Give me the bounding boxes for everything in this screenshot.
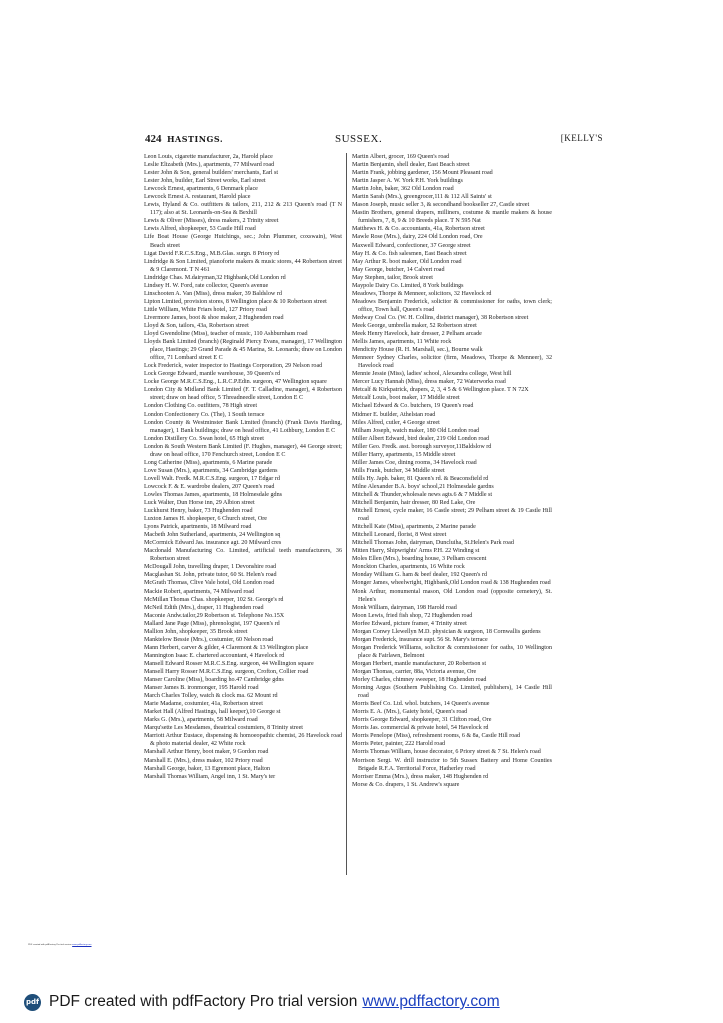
directory-entry: May H. & Co. fish salesmen, East Beach street <box>352 250 467 257</box>
directory-entry: Maxwell Edward, confectioner, 37 George street <box>352 242 471 249</box>
directory-entry: Lowles Thomas James, apartments, 18 Holmesdale gdns <box>144 491 282 498</box>
directory-entry: Mansell Edward Rosser M.R.C.S.Eng. surgeon, 44 Wellington square <box>144 660 314 667</box>
directory-entry: Mendicity House (R. H. Marshall, sec.), Bourne walk <box>352 347 483 354</box>
running-head-publisher: [KELLY'S <box>560 133 603 143</box>
directory-entry: Morris Jas. commercial & private hotel, 54 Havelock rd <box>352 725 489 732</box>
directory-entry: Lester John, builder, Earl Street works, Earl street <box>144 178 266 185</box>
directory-entry: Lewis Alfred, shopkeeper, 53 Castle Hill road <box>144 226 256 233</box>
directory-entry: Morgan Herbert, mantle manufacturer, 20 Robertson st <box>352 660 487 667</box>
directory-entry: Lewcock Ernest A. restaurant, Harold place <box>144 194 251 201</box>
directory-entry: McCormick Edward Jas. insurance agt. 20 Milward cres <box>144 540 282 547</box>
directory-entry: Matthews H. & Co. accountants, 41a, Robertson street <box>352 226 485 233</box>
directory-entry: Lock George Edward, mantle warehouse, 39 Queen's rd <box>144 371 281 378</box>
banner-text: PDF created with pdfFactory Pro trial version <box>49 993 358 1010</box>
directory-entry: Miller Albert Edward, bird dealer, 219 Old London road <box>352 435 490 442</box>
directory-entry: Morgan Frederick, insurance supt. 56 St. Mary's terrace <box>352 636 488 643</box>
directory-entry: Martin Albert, grocer, 169 Queen's road <box>352 154 450 160</box>
directory-entry: Lyons Patrick, apartments, 18 Milward road <box>144 524 252 531</box>
directory-entry: Martin Sarah (Mrs.), greengrocer,111 & 112 All Saints' st <box>352 194 492 201</box>
directory-entry: Mason Joseph, music seller 3, & secondhand bookseller 27, Castle street <box>352 202 530 209</box>
directory-entry: Monk William, dairyman, 198 Harold road <box>352 604 457 611</box>
page-number: 424 <box>145 133 162 145</box>
directory-entry: Livermore James, boot & shoe maker, 2 Hughenden road <box>144 314 284 321</box>
directory-entry: Maypole Dairy Co. Limited, 8 York buildings <box>352 282 464 289</box>
directory-entry: Morris E. A. (Mrs.), Gaiety hotel, Queen's road <box>352 709 468 716</box>
directory-entry: Morrison Sergt. W. drill instructor to 5th Sussex Battery and Home Counties Brigade R.F.A. Territorial Force, Hatherley road <box>352 757 552 772</box>
directory-entry: May Stephen, tailor, Brook street <box>352 274 433 281</box>
directory-entry: Luxton James H. shopkeeper, 6 Church street, Ore <box>144 516 267 523</box>
directory-entry: May Arthur R. boot maker, Old London road <box>352 258 462 265</box>
directory-entry: Mastin Brothers, general drapers, milliners, costume & mantle makers & house furnishers, 7, 8, 9 & 10 Breeds place. T N 595 Nat <box>352 210 552 225</box>
directory-entry: London City & Midland Bank Limited (F. T. Calladine, manager), 4 Robertson street; draw on head office, 5 Threadneedle street, London E C <box>144 387 342 402</box>
directory-entry: Mercer Lucy Hannah (Miss), dress maker, 72 Waterworks road <box>352 379 506 386</box>
directory-entry: Miller James Coe, dining rooms, 34 Havelock road <box>352 459 477 466</box>
directory-entry: Mitchell Leonard, florist, 8 West street <box>352 532 447 539</box>
directory-entry: Marriott Arthur Eustace, dispensing & homoeopathic chemist, 26 Havelock road & photo material dealer, 42 White rock <box>144 733 342 748</box>
directory-entry: Little William, White Friars hotel, 127 Priory road <box>144 306 267 313</box>
directory-entry: Lovell Walt. Fredk. M.R.C.S.Eng. surgeon, 17 Edgar rd <box>144 475 280 482</box>
directory-entry: Mellis James, apartments, 11 White rock <box>352 339 452 346</box>
directory-entry: Morris Beef Co. Ltd. whol. butchers, 14 Queen's avenue <box>352 701 490 708</box>
directory-entry: Mitchell Kate (Miss), apartments, 2 Marine parade <box>352 524 476 531</box>
directory-entry: Morris Peter, painter, 222 Harold road <box>352 741 446 748</box>
directory-entry: Mawle Rose (Mrs.), dairy, 224 Old London road, Ore <box>352 234 483 241</box>
directory-entry: Mackie Robert, apartments, 74 Milward road <box>144 588 255 595</box>
directory-entry: Martin John, baker, 362 Old London road <box>352 186 454 193</box>
directory-entry: Marshall George, baker, 13 Egremont place, Halton <box>144 765 271 772</box>
directory-entry: Metcalf & Kirkpatrick, drapers, 2, 3, 4 5 & 6 Wellington place. T N 72X <box>352 387 529 394</box>
directory-entry: March Charles Tolley, watch & clock ma. 62 Mount rd <box>144 693 278 700</box>
directory-entry: Manser Caroline (Miss), boarding ho.47 Cambridge gdns <box>144 677 284 684</box>
directory-entry: Macglashan St. John, private tutor, 60 St. Helen's road <box>144 572 277 579</box>
directory-column-left <box>144 153 342 781</box>
directory-entry: London Clothing Co. outfitters, 78 High street <box>144 403 258 410</box>
directory-entry: London Confectionery Co. (The), 1 South terrace <box>144 411 265 418</box>
directory-entry: Morriser Emma (Mrs.), dress maker, 148 Hughenden rd <box>352 773 489 780</box>
directory-entry: May George, butcher, 14 Calvert road <box>352 266 445 273</box>
banner-link[interactable]: www.pdffactory.com <box>362 993 500 1010</box>
directory-entry: Locke George M.R.C.S.Eng., L.R.C.P.Edin. surgeon, 47 Wellington square <box>144 379 327 386</box>
directory-entry: Lewis & Oliver (Misses), dress makers, 2 Trinity street <box>144 218 279 225</box>
directory-entry: Morley Charles, chimney sweeper, 18 Hughenden road <box>352 677 487 684</box>
directory-entry: Mallard Jane Page (Miss), phrenologist, 197 Queen's rd <box>144 620 280 627</box>
directory-entry: Lloyd & Son, tailors, 43a, Robertson street <box>144 322 249 329</box>
directory-entry: Meadows Benjamin Frederick, solicitor & commissioner for oaths, town clerk; office, Town hall, Queen's road <box>352 298 552 313</box>
directory-entry: Macbeth John Sutherland, apartments, 24 Wellington sq <box>144 532 281 539</box>
directory-entry: Monk Arthur, monumental mason, Old London road (opposite cemetery), St. Helen's <box>352 588 552 603</box>
directory-entry: Miller Harry, apartments, 15 Middle street <box>352 451 456 458</box>
directory-entry: Milham Joseph, watch maker, 180 Old London road <box>352 427 480 434</box>
directory-entry: Lewis, Hyland & Co. outfitters & tailors, 211, 212 & 213 Queen's road (T N 117); also at St. Leonards-on-Sea & Bexhill <box>144 202 342 217</box>
directory-entry: Mannington Isaac E. chartered accountant, 4 Havelock rd <box>144 652 285 659</box>
directory-entry: London County & Westminster Bank Limited (branch) (Frank Davis Harding, manager), 1 Bank buildings; draw on head office, 41 Lothbury, London E C <box>144 419 342 434</box>
directory-entry: Linschooten A. Van (Miss), dress maker, 39 Baldslow rd <box>144 290 282 297</box>
directory-entry: Morgan Conwy Llewellyn M.D. physician & surgeon, 18 Cornwallis gardens <box>352 628 541 635</box>
directory-entry: Lindsey H. W. Ford, rate collector, Queen's avenue <box>144 282 269 289</box>
directory-entry: Mitchell & Thunder,wholesale news agts.6 & 7 Middle st <box>352 491 493 498</box>
directory-entry: Life Boat House (George Hutchings, sec.; John Plummer, coxswain), West Beach street <box>144 234 342 249</box>
running-head-county: SUSSEX. <box>335 133 383 145</box>
directory-entry: Miller Geo. Fredk. asst. borough surveyor,11Baldslow rd <box>352 443 492 450</box>
directory-entry: Miles Alfred, cutler, 4 George street <box>352 419 440 426</box>
directory-entry: Marshall Arthur Henry, boot maker, 9 Gordon road <box>144 749 269 756</box>
tiny-pdf-footer <box>28 944 92 946</box>
tiny-footer-text: PDF created with pdfFactory Pro trial version <box>28 944 72 946</box>
column-divider <box>346 153 347 875</box>
directory-entry: Lindridge Chas. M.dairyman,32 Highbank,Old London rd <box>144 274 286 281</box>
tiny-footer-link[interactable]: www.pdffactory.com <box>72 944 92 946</box>
directory-entry: Lester John & Son, general builders' merchants, Earl st <box>144 170 279 177</box>
directory-entry: Leslie Elizabeth (Mrs.), apartments, 77 Milward road <box>144 162 275 169</box>
directory-entry: Martin Frank, jobbing gardener, 156 Mount Pleasant road <box>352 170 493 177</box>
directory-entry: Meek George, umbrella maker, 52 Robertson street <box>352 322 477 329</box>
page-header <box>145 133 603 147</box>
directory-entry: Lloyds Bank Limited (branch) (Reginald Piercy Evans, manager), 17 Wellington place, Hastings; 29 Grand Parade & 45 Marina, St. Leonards; draw on London office, 71 Lombard street E C <box>144 339 342 362</box>
directory-entry: Midmer E. builder, Athelstan road <box>352 411 436 418</box>
directory-entry: Marie Madame, costumier, 41a, Robertson street <box>144 701 263 708</box>
directory-entry: Luckhurst Henry, baker, 73 Hughenden road <box>144 508 253 515</box>
directory-entry: Moon Lewis, fried fish shop, 72 Hughenden road <box>352 612 473 619</box>
directory-entry: Mitchell Thomas John, dairyman, Duncluiha, St.Helen's Park road <box>352 540 514 547</box>
directory-entry: Meek Henry Havelock, hair dresser, 2 Pelham arcade <box>352 331 482 338</box>
directory-entry: Manser James B. ironmonger, 195 Harold road <box>144 685 259 692</box>
directory-entry: Monger James, wheelwright, Highbank,Old London road & 138 Hughenden road <box>352 580 551 587</box>
directory-entry: Manktelow Bessie (Mrs.), costumier, 60 Nelson road <box>144 636 274 643</box>
directory-entry: Morning Argus (Southern Publishing Co. Limited, publishers), 14 Castle Hill road <box>352 685 552 700</box>
directory-entry: Mann Herbert, carver & gilder, 4 Claremont & 13 Wellington place <box>144 644 309 651</box>
directory-entry: Mallion John, shopkeeper, 35 Brook street <box>144 628 248 635</box>
directory-entry: Morris George Edward, shopkeeper, 31 Clifton road, Ore <box>352 717 492 724</box>
directory-entry: Mills Frank, butcher, 34 Middle street <box>352 467 445 474</box>
running-head-town: HASTINGS. <box>167 134 224 144</box>
directory-entry: Maconie Andw.tailor,29 Robertson st. Telephone No.15X <box>144 612 285 619</box>
directory-entry: Mills Hy. Japh. baker, 81 Queen's rd. & Beaconsfield rd <box>352 475 489 482</box>
directory-entry: McGrath Thomas, Clive Vale hotel, Old London road <box>144 580 275 587</box>
directory-entry: Moles Ellen (Mrs.), boarding house, 3 Pelham crescent <box>352 556 487 563</box>
directory-entry: Market Hall (Alfred Hastings, hall keeper),10 George st <box>144 709 281 716</box>
directory-column-right <box>352 153 552 789</box>
directory-entry: Lloyd Gwendoline (Miss), teacher of music, 110 Ashburnham road <box>144 331 308 338</box>
directory-entry: Marqu'sette Les Mesdames, theatrical costumiers, 8 Trinity street <box>144 725 303 732</box>
directory-entry: Mitten Harry, Shipwrights' Arms P.H. 22 Winding st <box>352 548 480 555</box>
directory-entry: Martin Benjamin, shell dealer, East Beach street <box>352 162 470 169</box>
directory-entry: Monckton Charles, apartments, 16 White rock <box>352 564 465 571</box>
directory-entry: McDougall John, travelling draper, 1 Devonshire road <box>144 564 277 571</box>
directory-entry: Lindridge & Son Limited, pianoforte makers & music stores, 44 Robertson street & 9 Claremont. T N 461 <box>144 258 342 273</box>
directory-entry: London & South Western Bank Limited (F. Hughes, manager), 44 George street; draw on head office, 170 Fenchurch street, London E C <box>144 443 342 458</box>
directory-entry: McNeil Edith (Mrs.), draper, 11 Hughenden road <box>144 604 264 611</box>
directory-entry: Medway Coal Co. (W. H. Collins, district manager), 38 Robertson street <box>352 314 529 321</box>
directory-entry: Milne Alexander B.A. boys' school,21 Holmesdale gardns <box>352 483 494 490</box>
directory-entry: London Distillery Co. Swan hotel, 65 High street <box>144 435 265 442</box>
directory-entry: Lock Frederick, water inspector to Hastings Corporation, 29 Nelson road <box>144 363 323 370</box>
directory-entry: Lowcock F. & E. wardrobe dealers, 207 Queen's road <box>144 483 275 490</box>
directory-entry: Menneer Sydney Charles, solicitor (firm, Meadows, Thorpe & Menneer), 32 Havelock road <box>352 355 552 370</box>
directory-entry: McMillan Thomas Chas. shopkeeper, 102 St. George's rd <box>144 596 284 603</box>
directory-entry: Love Susan (Mrs.), apartments, 34 Cambridge gardens <box>144 467 278 474</box>
pdffactory-logo-icon: pdf <box>24 994 41 1011</box>
directory-entry: Morgan Thomas, carrier, 88a, Victoria avenue, Ore <box>352 669 477 675</box>
directory-entry: Mitchell Ernest, cycle maker, 16 Castle street; 29 Pelham street & 19 Castle Hill road <box>352 508 552 523</box>
pdf-trial-banner <box>24 990 500 1014</box>
directory-entry: Lewcock Ernest, apartments, 6 Denmark place <box>144 186 258 193</box>
directory-entry: Morris Thomas William, house decorator, 6 Priory street & 7 St. Helen's road <box>352 749 541 756</box>
directory-entry: Leon Louis, cigarette manufacturer, 2a, Harold place <box>144 154 273 160</box>
directory-entry: Lipton Limited, provision stores, 8 Wellington place & 10 Robertson street <box>144 298 327 305</box>
directory-entry: Mennie Jessie (Miss), ladies' school, Alexandra college, West hill <box>352 371 512 378</box>
directory-entry: Michael Edward & Co. butchers, 19 Queen's road <box>352 403 474 410</box>
directory-entry: Morfee Edward, picture framer, 4 Trinity street <box>352 620 467 627</box>
directory-entry: Metcalf Louis, boot maker, 17 Middle street <box>352 395 460 402</box>
directory-entry: Long Catherine (Miss), apartments, 6 Marine parade <box>144 459 273 466</box>
directory-entry: Luck Walter, Dun Horse inn, 29 Albion street <box>144 500 255 507</box>
directory-entry: Martin Jasper A. W. York P.H. York buildings <box>352 178 463 185</box>
directory-entry: Macdonald Manufacturing Co. Limited, artificial teeth manufacturers, 36 Robertson street <box>144 548 342 563</box>
directory-entry: Morris Penelope (Miss), refreshment rooms, 6 & 8a, Castle Hill road <box>352 733 521 740</box>
directory-entry: Mitchell Benjamin, hair dresser, 80 Red Lake, Ore <box>352 500 476 507</box>
directory-entry: Meadows, Thorpe & Menneer, solicitors, 32 Havelock rd <box>352 290 492 297</box>
directory-entry: Marshall E. (Mrs.), dress maker, 102 Priory road <box>144 757 263 764</box>
directory-entry: Marks G. (Mrs.), apartments, 58 Milward road <box>144 717 258 724</box>
directory-entry: Morse & Co. drapers, 1 St. Andrew's square <box>352 781 460 788</box>
directory-entry: Ligat David F.R.C.S.Eng., M.B.Glas. surgn. 8 Priory rd <box>144 250 280 257</box>
directory-entry: Monday William G. ham & beef dealer, 192 Queen's rd <box>352 572 488 579</box>
directory-entry: Marshall Thomas William, Angel inn, 1 St. Mary's ter <box>144 773 276 780</box>
directory-entry: Morgan Frederick Williams, solicitor & commissioner for oaths, 10 Wellington place & Fairlawn, Belmont <box>352 644 552 659</box>
directory-entry: Mansell Harry Rosser M.R.C.S.Eng. surgeon, Crofton, Collier road <box>144 669 309 675</box>
